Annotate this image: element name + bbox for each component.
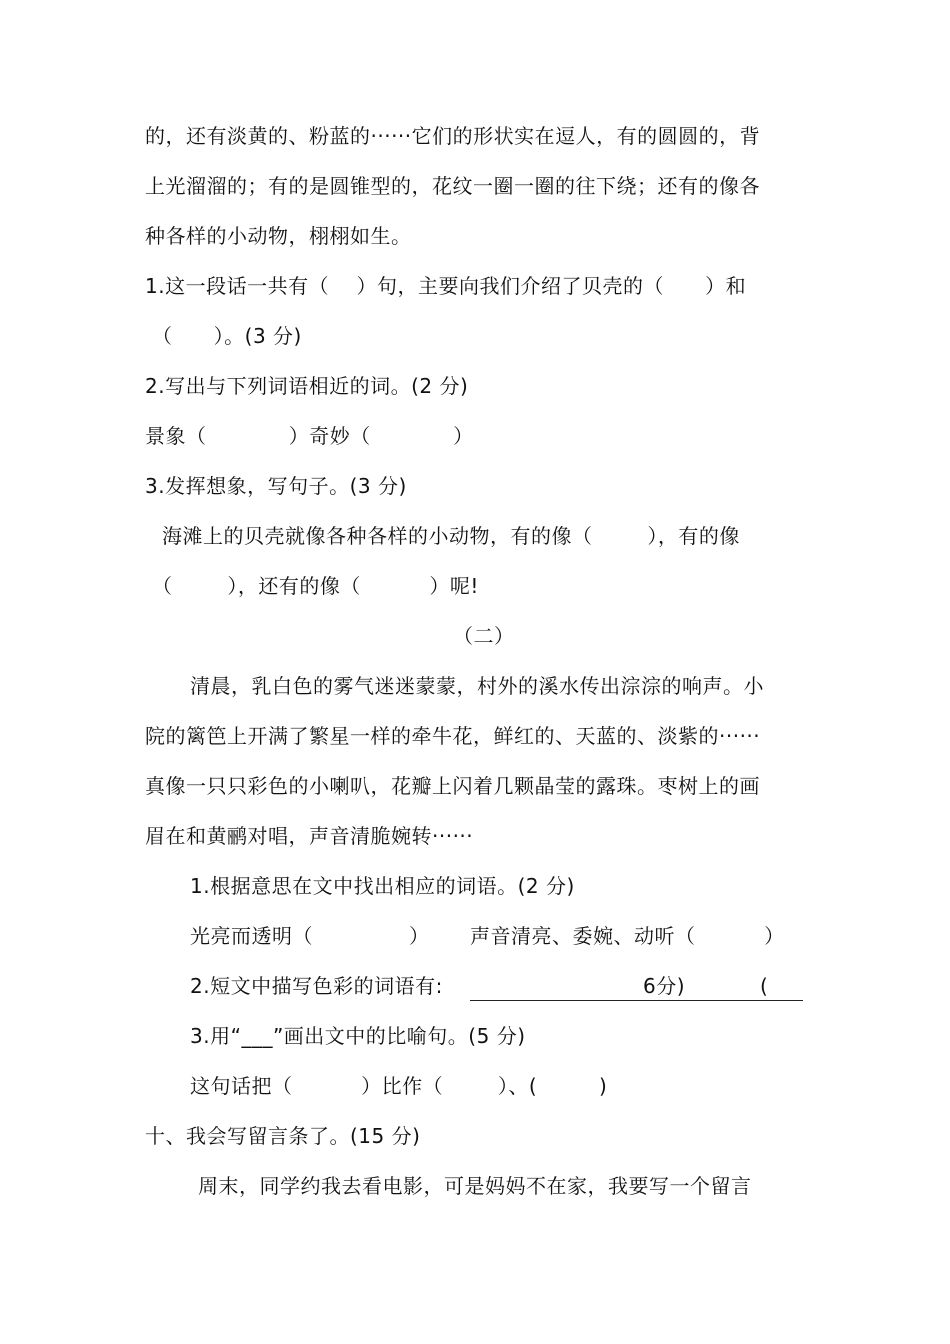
- section10-line1: 周末，同学约我去看电影，可是妈妈不在家，我要写一个留言: [198, 1174, 752, 1198]
- section2-line1: 清晨，乳白色的雾气迷迷蒙蒙，村外的溪水传出淙淙的响声。小: [190, 674, 764, 698]
- s2-question2-paren: (: [760, 974, 769, 998]
- question3-line1: 海滩上的贝壳就像各种各样的小动物，有的像（ ），有的像: [162, 524, 740, 548]
- passage1-line2: 上光溜溜的；有的是圆锥型的，花纹一圈一圈的往下绕；还有的像各: [145, 174, 760, 198]
- s2-question2-score: 6分): [643, 974, 686, 998]
- section2-line2: 院的篱笆上开满了繁星一样的牵牛花，鲜红的、天蓝的、淡紫的······: [145, 724, 761, 748]
- question3-line2: （ ），还有的像（ ）呢!: [152, 574, 479, 598]
- s2-question3-line2: 这句话把（ ）比作（ ）、( ): [190, 1074, 608, 1098]
- s2-question1-right: 声音清亮、委婉、动听（ ）: [470, 924, 785, 948]
- s2-question2-text: 2.短文中描写色彩的词语有:: [190, 974, 443, 998]
- section2-line4: 眉在和黄鹂对唱，声音清脆婉转······: [145, 824, 474, 848]
- passage1-line1: 的，还有淡黄的、粉蓝的······它们的形状实在逗人，有的圆圆的，背: [145, 124, 761, 148]
- s2-question1-text: 1.根据意思在文中找出相应的词语。(2 分): [190, 874, 575, 898]
- s2-question1-left: 光亮而透明（ ）: [190, 924, 430, 948]
- question1-line2: （ ）。(3 分): [152, 324, 302, 348]
- section2-title: （二）: [453, 624, 515, 648]
- answer-underline: [470, 1000, 803, 1001]
- question2-blanks: 景象（ ）奇妙（ ）: [145, 424, 474, 448]
- section10-title: 十、我会写留言条了。(15 分): [145, 1124, 421, 1148]
- passage1-line3: 种各样的小动物，栩栩如生。: [145, 224, 412, 248]
- question3-text: 3.发挥想象，写句子。(3 分): [145, 474, 407, 498]
- section2-line3: 真像一只只彩色的小喇叭，花瓣上闪着几颗晶莹的露珠。枣树上的画: [145, 774, 760, 798]
- question1-line1: 1.这一段话一共有（ ）句，主要向我们介绍了贝壳的（ ）和: [145, 274, 747, 298]
- s2-question3-text: 3.用“___”画出文中的比喻句。(5 分): [190, 1024, 526, 1048]
- question2-text: 2.写出与下列词语相近的词。(2 分): [145, 374, 469, 398]
